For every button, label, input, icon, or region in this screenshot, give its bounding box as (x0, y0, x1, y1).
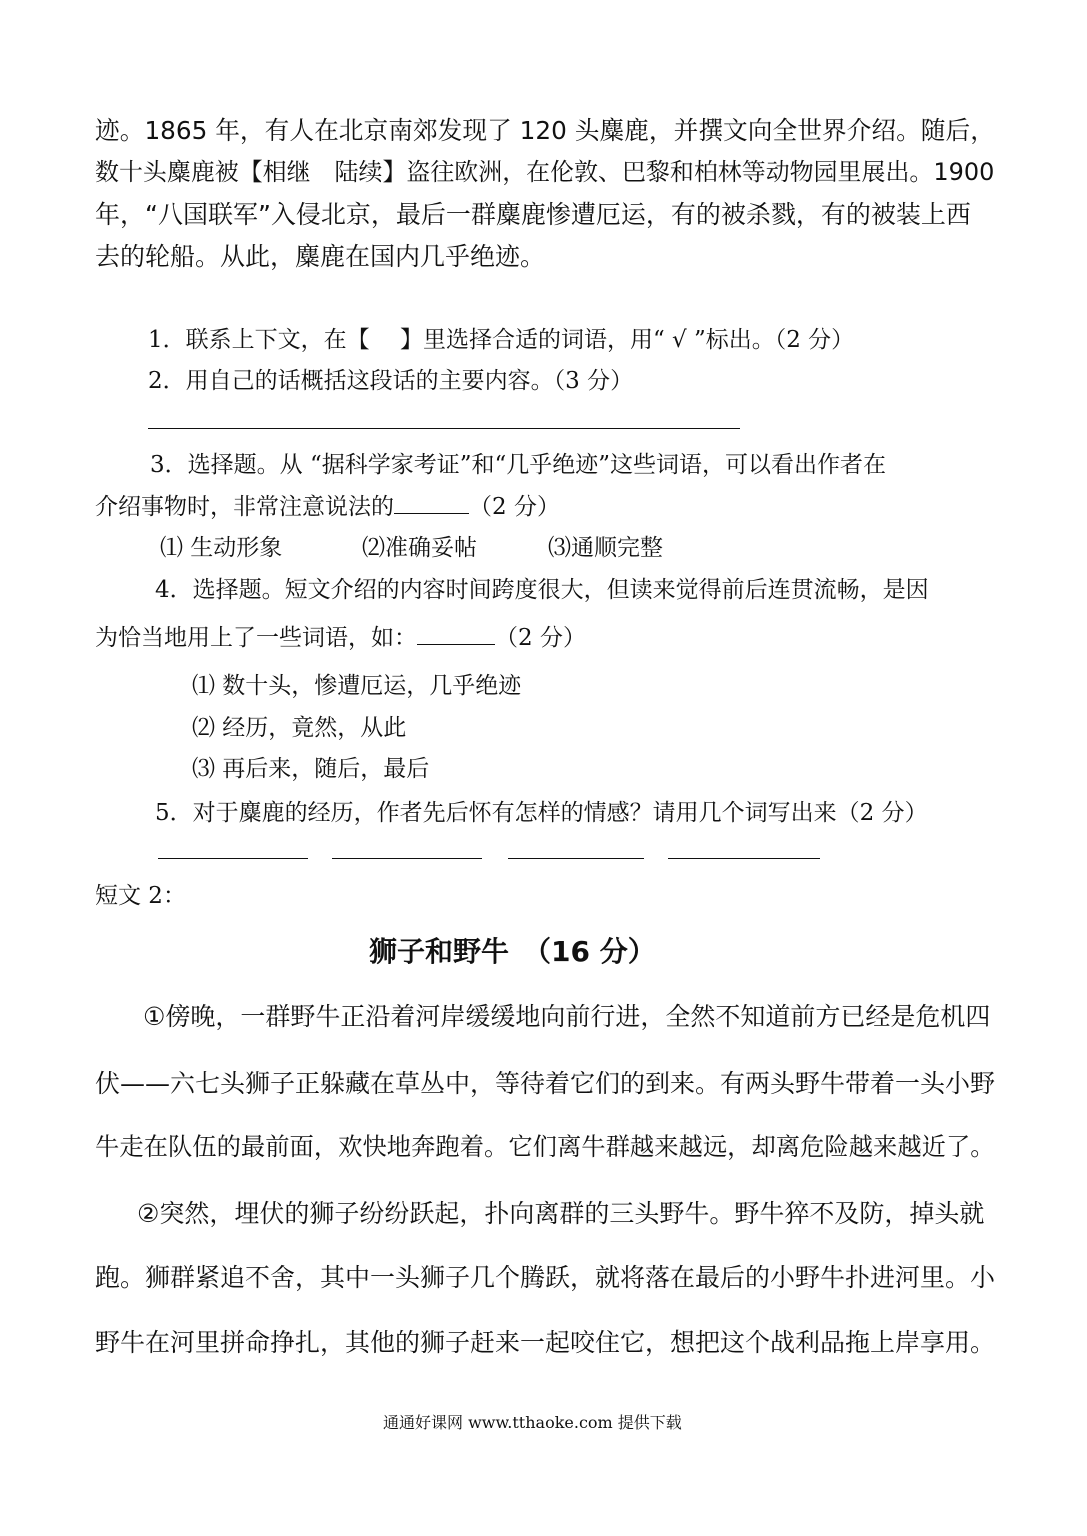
question-3-option: ⑵准确妥帖 (362, 535, 477, 561)
passage1-line: 数十头麋鹿被【相继 陆续】盗往欧洲，在伦敦、巴黎和柏林等动物园里展出。1900 (95, 158, 995, 186)
question-3: 3．选择题。从 “据科学家考证”和“几乎绝迹”这些词语，可以看出作者在 (150, 452, 886, 478)
page-footer: 通通好课网 www.tthaoke.com 提供下载 (383, 1413, 682, 1432)
answer-line (148, 428, 740, 429)
question-2: 2．用自己的话概括这段话的主要内容。（3 分） (148, 368, 634, 394)
question-4-option: ⑶ 再后来，随后，最后 (192, 756, 430, 782)
question-4-continued (95, 619, 586, 652)
question-4-score: （2 分） (495, 625, 586, 651)
question-4-prefix: 为恰当地用上了一些词语，如： (95, 625, 417, 651)
question-4-option: ⑵ 经历，竟然，从此 (192, 715, 407, 741)
question-3-option: ⑴ 生动形象 (160, 535, 283, 561)
question-3-option: ⑶通顺完整 (548, 535, 663, 561)
passage2-label: 短文 2： (95, 883, 186, 909)
question-4: 4．选择题。短文介绍的内容时间跨度很大，但读来觉得前后连贯流畅，是因 (155, 577, 929, 603)
question-3-score: （2 分） (469, 494, 560, 520)
question-3-continued (95, 488, 560, 521)
question-1: 1．联系上下文，在【 】里选择合适的词语，用“ √ ”标出。（2 分） (148, 327, 855, 353)
passage2-line: 跑。狮群紧追不舍，其中一头狮子几个腾跃，就将落在最后的小野牛扑进河里。小 (95, 1263, 996, 1292)
passage2-line: ②突然，埋伏的狮子纷纷跃起，扑向离群的三头野牛。野牛猝不及防，掉头就 (137, 1199, 985, 1228)
answer-line (508, 858, 644, 859)
passage1-line: 年，“八国联军”入侵北京，最后一群麋鹿惨遭厄运，有的被杀戮，有的被装上西 (95, 200, 971, 229)
answer-blank (417, 622, 495, 645)
passage2-line: 野牛在河里拼命挣扎，其他的狮子赶来一起咬住它，想把这个战利品拖上岸享用。 (95, 1328, 996, 1357)
passage1-line: 迹。1865 年，有人在北京南郊发现了 120 头麋鹿，并撰文向全世界介绍。随后， (95, 116, 995, 145)
question-5: 5．对于麋鹿的经历，作者先后怀有怎样的情感？请用几个词写出来（2 分） (155, 800, 928, 826)
answer-line (158, 858, 308, 859)
question-4-option: ⑴ 数十头，惨遭厄运，几乎绝迹 (192, 673, 522, 699)
passage1-line: 去的轮船。从此，麋鹿在国内几乎绝迹。 (95, 242, 546, 271)
passage2-title: 狮子和野牛 （16 分） (369, 935, 656, 968)
passage2-line: 牛走在队伍的最前面，欢快地奔跑着。它们离牛群越来越远，却离危险越来越近了。 (95, 1132, 995, 1161)
passage2-line: 伏——六七头狮子正躲藏在草丛中，等待着它们的到来。有两头野牛带着一头小野 (95, 1069, 996, 1098)
answer-line (332, 858, 482, 859)
passage2-line: ①傍晚，一群野牛正沿着河岸缓缓地向前行进，全然不知道前方已经是危机四 (143, 1002, 991, 1031)
answer-blank (394, 491, 469, 514)
answer-line (668, 858, 820, 859)
question-3-prefix: 介绍事物时，非常注意说法的 (95, 494, 394, 520)
